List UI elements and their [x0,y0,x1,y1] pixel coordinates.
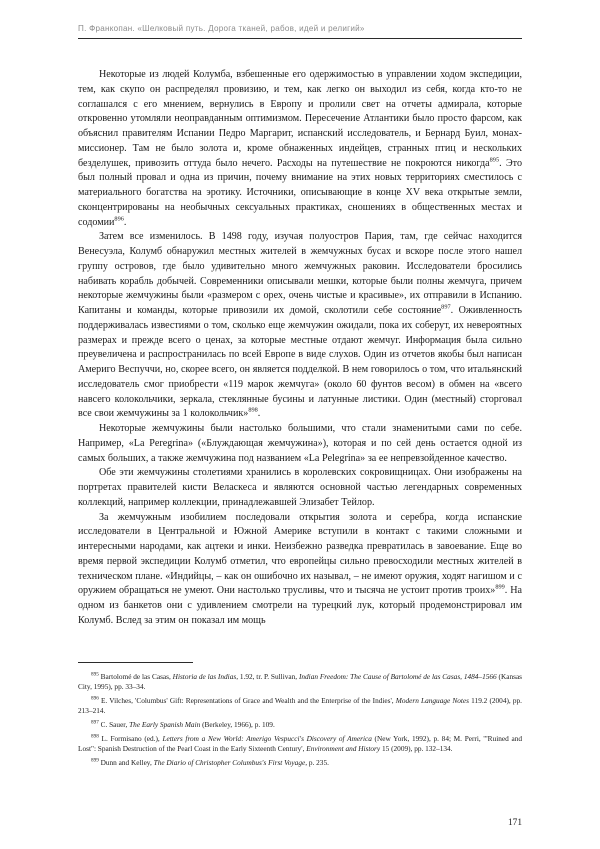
footnote-entry [78,734,522,755]
footnote-text: (New York, 1992), p. 84; M. Perri, '"Ruined and Lost": Spanish Destruction of the Pearl Coast in the Early Sixteenth Century', [78,733,522,753]
footnote-title-italic: Letters from a New World: Amerigo Vespucci's Discovery of America [162,733,372,743]
footnote-text: 119.2 (2004), pp. 213–214. [78,696,523,716]
footnote-divider-rule [78,662,193,663]
footnote-text: Bartolomé de las Casas, [100,672,173,681]
footnote-text: E. Vilches, 'Columbus' Gift: Representations of Grace and Wealth and the Enterprise of the Indies', [100,696,396,705]
page-folio [78,818,522,828]
footnote-marker[interactable]: 897 [441,303,451,311]
footnote-list [78,672,522,768]
header-divider-rule [78,38,522,39]
running-header-title: П. Франкопан. «Шелковый путь. Дорога тканей, рабов, идей и религий» [78,24,365,33]
footnote-number[interactable]: 898 [91,733,99,740]
footnote-title-italic: Modern Language Notes [395,696,470,705]
footnote-text: L. Formisano (ed.), [101,733,163,743]
footnote-text: Dunn and Kelley, [100,757,154,767]
footnote-entry [78,758,522,768]
footnote-text: C. Sauer, [100,720,130,729]
footnote-title-italic: The Early Spanish Main [129,720,201,729]
body-paragraph: За жемчужным изобилием последовали открытия золота и серебра, когда испанские исследователи в Центральной и Южной Америке вступили в контакт с такими сложными и интересными народами, как ацтеки и инки. Неизбежно разведка превратилась в завоевание. Еще во время первой экспедиции Колумб отметил, что европейцы сильно превосходили местных жителей в техническом плане. «Индийцы, – как он ошибочно их называл, – не имеют оружия, ходят нагишом и с оружием обращаться не умеют. Они настолько трусливы, что и тысяча не устоит против троих»$^{899}$. На одном из банкетов они с удивлением смотрели на турецкий лук, который продемонстрировал им Колумб. Вслед за этим он показал им мощь [78,511,522,626]
footnote-title-italic: The Diario of Christopher Columbus's First Voyage [153,757,306,767]
body-text-column [78,68,522,629]
body-paragraph: Некоторые жемчужины были настолько большими, что стали знаменитыми сами по себе. Например, «La Peregrina» («Блуждающая жемчужина»), которая и по сей день остается одной из самых больших, а также жемчужина под названием «La Pelegrina» за ее непревзойденное качество. [78,423,522,464]
footnote-number[interactable]: 895 [91,671,99,678]
footnote-text: , 1.92, tr. P. Sullivan, [236,672,299,681]
footnotes-block [78,662,522,771]
footnote-number[interactable]: 899 [91,757,99,764]
body-paragraph: Обе эти жемчужины столетиями хранились в королевских сокровищницах. Они изображены на портретах правителей кисти Веласкеса и являются основной частью легендарных современных коллекций, например коллекции, принадлежавшей Элизабет Тейлор. [78,467,522,508]
body-paragraph: Некоторые из людей Колумба, взбешенные его одержимостью в управлении ходом экспедиции, тем, как скупо он распределял провизию, и тем, как легко он выходил из себя, когда кто-то не соглашался с его мнением, вернулись в Европу и пролили свет на отчеты адмирала, которые откровенно утомляли неоправданным оптимизмом. Пересечение Атлантики было просто фарсом, как объяснил правителям Испании Педро Маргарит, испанский исследователь, и Бернард Буил, монах-миссионер. Там не было золота и, кроме обнаженных индейцев, странных птиц и нескольких безделушек, привозить оттуда было нечего. Расходы на путешествие не покроются никогда$^{895}$. Это был полный провал и одна из причин, почему внимание на этих новых территориях сместилось с материального богатства на эротику. Источники, описывающие в конце XV века открытые земли, сконцентрированы на необычных сексуальных практиках, сношениях в общественных местах и содомии$^{896}$. [78,69,522,228]
body-paragraph: Затем все изменилось. В 1498 году, изучая полуостров Пария, там, где сейчас находится Венесуэла, Колумб обнаружил местных жителей в жемчужных бусах и вскоре после этого нашел группу островов, где было удивительно много жемчужных раковин. Исследователи бросились набивать корабль добычей. Современники описывали мешки, которые были полны жемчуга, причем некоторые жемчужины были «размером с орех, очень чистые и красивые», их отправили в Испанию. Капитаны и команды, которые привозили их домой, сколотили себе состояние$^{897}$. Оживленность поддерживалась известиями о том, сколько еще жемчужин ожидали, пока их соберут, их невероятных размерах и прежде всего о ценах, за которые местные отдают жемчуг. Информация была сильно преувеличена и распространилась по всей Европе в виде слухов. Один из отчетов якобы был написан Америго Веспуччи, но, скорее всего, он является подделкой. В нем говорилось о том, что итальянский исследователь смог приобрести «119 марок жемчуга» (около 60 фунтов весом) в обмен на «всего навсего колокольчики, зеркала, стеклянные бусины и латунные листики. Один (местный) сторговал все свои жемчужины за 1 колокольчик»$^{898}$. [78,231,522,420]
footnote-marker[interactable]: 899 [495,583,505,591]
footnote-marker[interactable]: 898 [248,406,258,414]
footnote-marker[interactable]: 895 [489,156,500,164]
footnote-text: , p. 235. [305,757,329,767]
footnote-title-italic: Indian Freedom: The Cause of Bartolomé de las Casas, 1484–1566 [298,672,497,681]
footnote-number[interactable]: 896 [91,695,99,702]
footnote-text: (Berkeley, 1966), p. 109. [200,720,275,729]
footnote-entry [78,696,522,717]
footnote-text: (Kansas City, 1995), pp. 33–34. [78,672,523,692]
footnote-text: 15 (2009), pp. 132–134. [380,744,453,753]
footnote-entry [78,672,522,693]
footnote-entry [78,720,522,730]
footnote-title-italic: Environment and History [306,744,381,753]
page-number: 171 [507,818,522,828]
footnote-marker[interactable]: 896 [114,215,124,223]
running-header [0,0,600,39]
footnote-title-italic: Historia de las Indias [172,672,237,681]
footnote-number[interactable]: 897 [91,719,99,726]
